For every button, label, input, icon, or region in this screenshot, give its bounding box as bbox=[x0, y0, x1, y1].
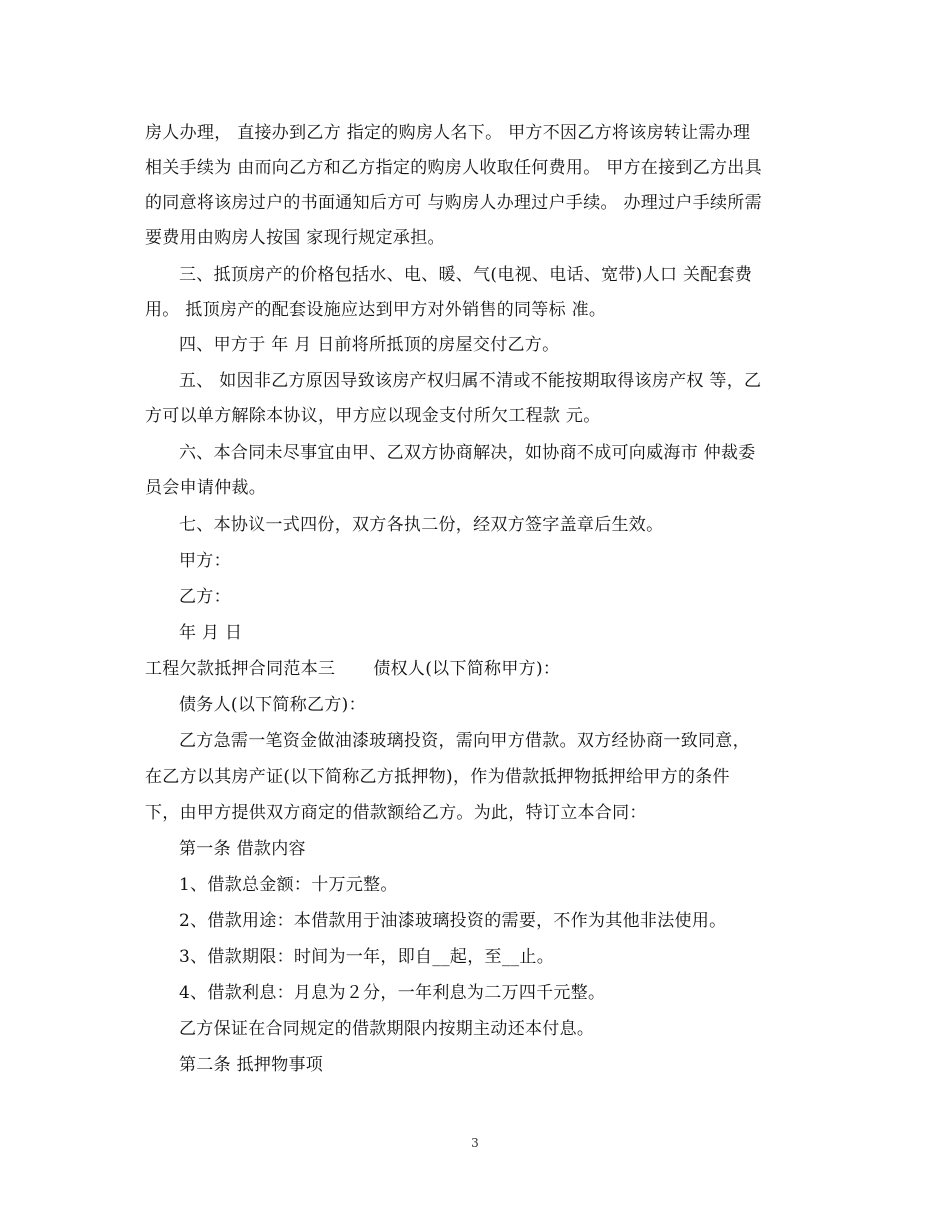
article-1-item-2: 2、借款用途：本借款用于油漆玻璃投资的需要，不作为其他非法使用。 bbox=[179, 911, 727, 931]
sign-date: 年 月 日 bbox=[179, 623, 243, 643]
sign-party-b: 乙方： bbox=[179, 587, 231, 607]
sign-party-a: 甲方： bbox=[179, 551, 231, 571]
clause-4-line-1: 四、甲方于 年 月 日前将所抵顶的房屋交付乙方。 bbox=[179, 335, 560, 355]
para-transfer-line-2: 相关手续为 由而向乙方和乙方指定的购房人收取任何费用。 甲方在接到乙方出具 bbox=[145, 158, 762, 178]
clause-6-line-1: 六、本合同未尽事宜由甲、乙双方协商解决，如协商不成可向威海市 仲裁委 bbox=[179, 443, 756, 463]
article-1-guarantee: 乙方保证在合同规定的借款期限内按期主动还本付息。 bbox=[179, 1019, 595, 1039]
article-1-item-3: 3、借款期限：时间为一年，即自__起，至__止。 bbox=[179, 947, 555, 967]
article-2-title: 第二条 抵押物事项 bbox=[179, 1055, 324, 1075]
article-1-item-4: 4、借款利息：月息为２分，一年利息为二万四千元整。 bbox=[179, 983, 606, 1003]
section-header-row bbox=[145, 658, 815, 680]
intro-line-1: 乙方急需一笔资金做油漆玻璃投资，需向甲方借款。双方经协商一致同意， bbox=[179, 731, 750, 751]
clause-3-line-2: 用。 抵顶房产的配套设施应达到甲方对外销售的同等标 准。 bbox=[145, 300, 607, 320]
para-transfer-line-3: 的同意将该房过户的书面通知后方可 与购房人办理过户手续。 办理过户手续所需 bbox=[145, 193, 762, 213]
clause-5-line-2: 方可以单方解除本协议，甲方应以现金支付所欠工程款 元。 bbox=[145, 406, 601, 426]
section-title: 工程欠款抵押合同范本三 bbox=[145, 659, 336, 679]
para-transfer-line-1: 房人办理， 直接办到乙方 指定的购房人名下。 甲方不因乙方将该房转让需办理 bbox=[145, 123, 751, 143]
page-number: 3 bbox=[471, 1136, 479, 1150]
creditor-label: 债权人(以下简称甲方)： bbox=[373, 659, 561, 679]
article-1-title: 第一条 借款内容 bbox=[179, 839, 306, 859]
article-1-item-1: 1、借款总金额：十万元整。 bbox=[179, 875, 398, 895]
debtor-label: 债务人(以下简称乙方)： bbox=[179, 695, 366, 715]
intro-line-2: 在乙方以其房产证(以下简称乙方抵押物)，作为借款抵押物抵押给甲方的条件 bbox=[145, 767, 730, 787]
clause-3-line-1: 三、抵顶房产的价格包括水、电、暖、气(电视、电话、宽带)人口 关配套费 bbox=[179, 265, 753, 285]
clause-6-line-2: 员会申请仲裁。 bbox=[145, 478, 267, 498]
intro-line-3: 下，由甲方提供双方商定的借款额给乙方。为此，特订立本合同： bbox=[145, 803, 647, 823]
clause-5-line-1: 五、 如因非乙方原因导致该房产权归属不清或不能按期取得该房产权 等，乙 bbox=[179, 371, 762, 391]
clause-7-line-1: 七、本协议一式四份，双方各执二份，经双方签字盖章后生效。 bbox=[179, 515, 664, 535]
para-transfer-line-4: 要费用由购房人按国 家现行规定承担。 bbox=[145, 228, 445, 248]
